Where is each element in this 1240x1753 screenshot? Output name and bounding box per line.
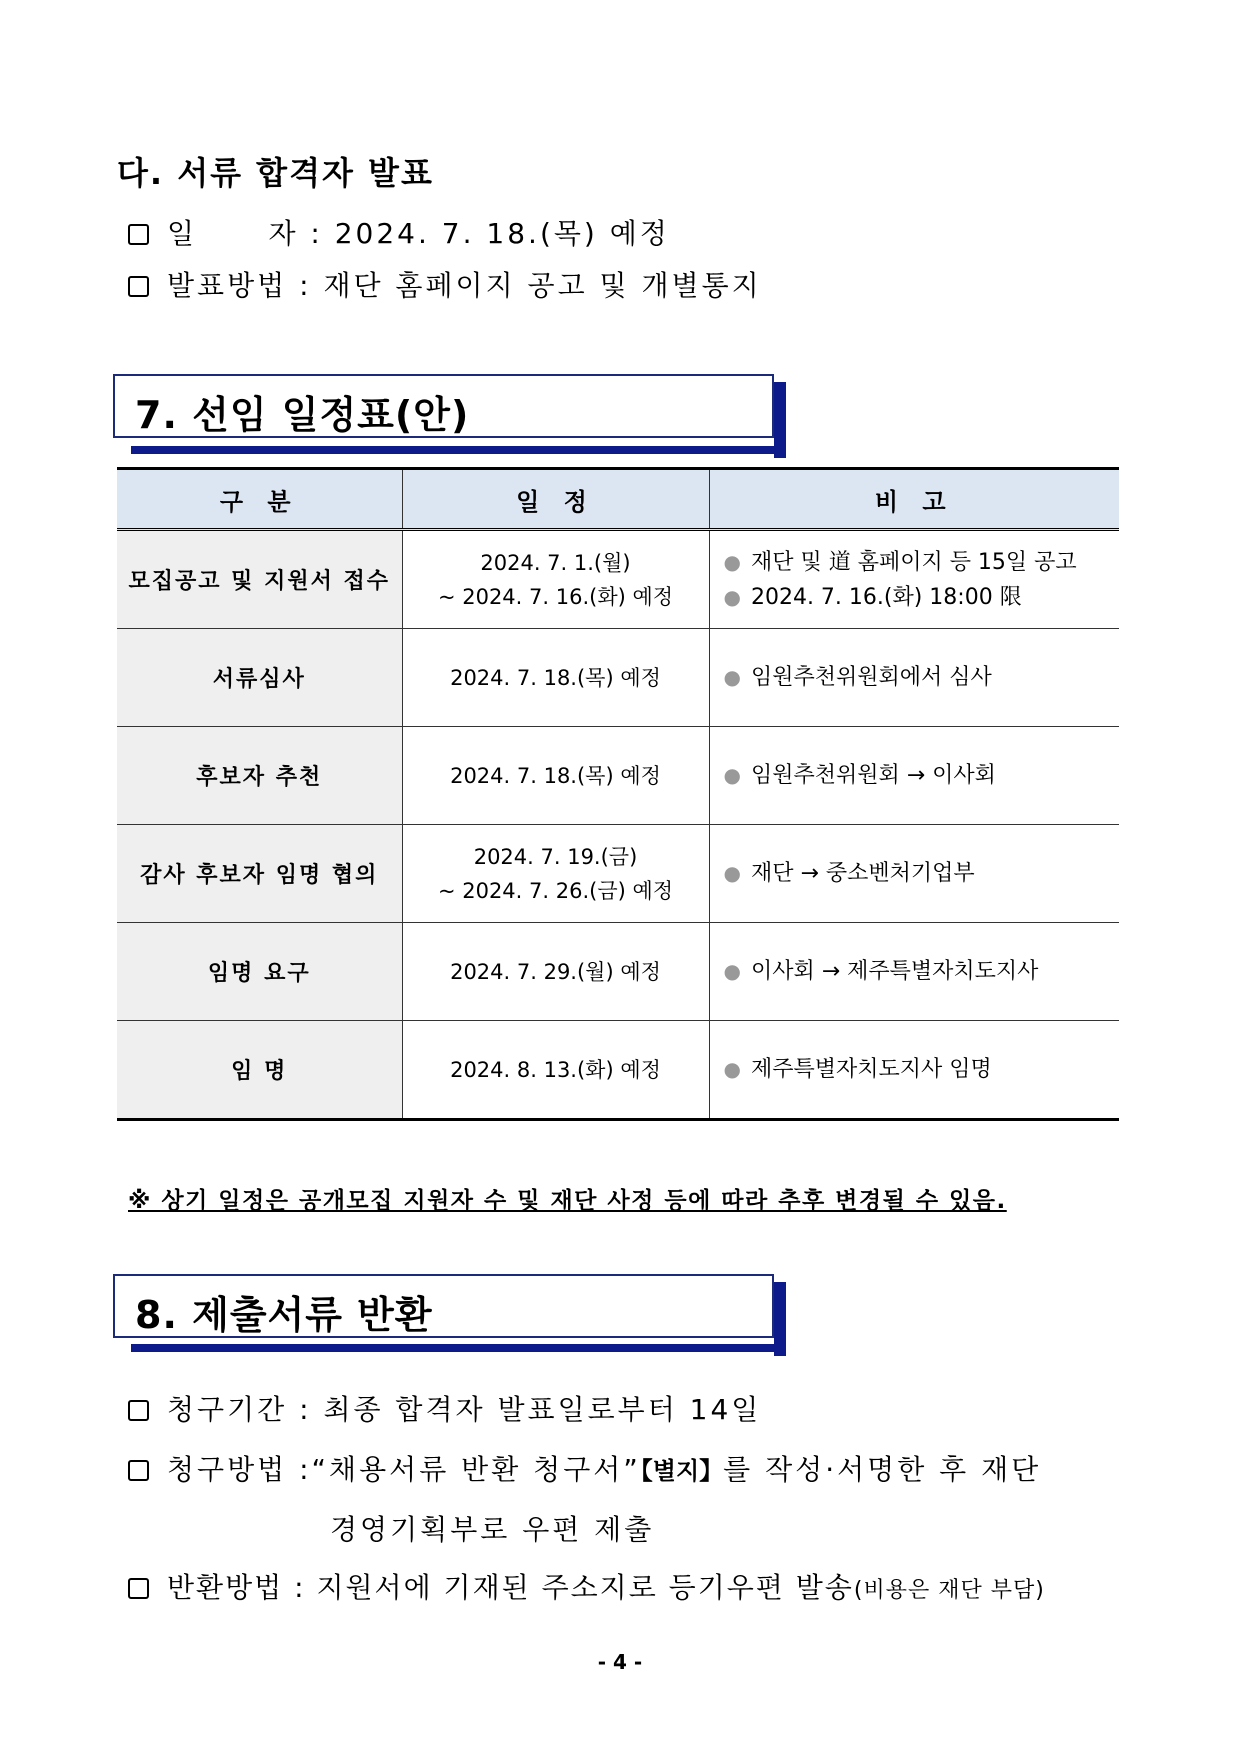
claim-method-rest: 를 작성·서명한 후 재단 [723,1453,1042,1486]
row-notes [709,727,1119,825]
date-line: 2024. 8. 13.(화) 예정 [450,1057,661,1082]
row-notes [709,629,1119,727]
note-text: 이사회 → 제주특별자치도지사 [750,959,1039,984]
date-line: ~ 2024. 7. 16.(화) 예정 [437,584,674,609]
section7-title: 7. 선임 일정표(안) [135,393,470,437]
checkbox-icon [128,1578,149,1599]
row-dates [402,727,709,825]
table-row [117,1021,1119,1120]
note-line [724,660,1120,695]
date-line: 2024. 7. 19.(금) [473,844,638,869]
checkbox-icon [128,276,149,297]
return-method-line: 반환방법 : 지원서에 기재된 주소지로 등기우편 발송(비용은 재단 부담) [128,1568,1045,1611]
table-row [117,825,1119,923]
header-schedule: 일 정 [402,469,709,530]
checkbox-icon [128,224,149,245]
row-dates [402,825,709,923]
section8-heading-box [113,1274,774,1338]
note-text: 임원추천위원회에서 심사 [750,665,992,690]
row-category: 임 명 [117,1021,402,1120]
table-header-row [117,469,1119,530]
date-line: 2024. 7. 18.(목) 예정 [450,665,661,690]
schedule-notice: ※ 상기 일정은 공개모집 지원자 수 및 재단 사정 등에 따라 추후 변경될 수 있음. [128,1188,1007,1214]
row-dates [402,1021,709,1120]
bullet-icon: ● [723,1057,741,1081]
bullet-icon: ● [723,959,741,983]
table-row [117,629,1119,727]
bullet-icon: ● [723,665,741,689]
date-line: ~ 2024. 7. 26.(금) 예정 [437,878,674,903]
return-method-label: 반환방법 [167,1571,284,1604]
row-category: 임명 요구 [117,923,402,1021]
announce-method-line: 발표방법 : 재단 홈페이지 공고 및 개별통지 [128,266,762,306]
note-line [724,758,1120,793]
date-line: 2024. 7. 18.(목) 예정 [450,763,661,788]
claim-period-label: 청구기간 [167,1393,288,1426]
note-text: 임원추천위원회 → 이사회 [750,763,996,788]
row-category: 후보자 추천 [117,727,402,825]
row-notes [709,923,1119,1021]
note-text: 제주특별자치도지사 임명 [750,1057,992,1082]
row-dates [402,530,709,629]
section-heading-shadow [131,1344,786,1352]
claim-method-continuation: 경영기획부로 우편 제출 [330,1513,655,1546]
table-row [117,530,1119,629]
claim-method-form: “채용서류 반환 청구서” [311,1453,641,1486]
return-cost-note: (비용은 재단 부담) [853,1578,1045,1603]
header-category: 구 분 [117,469,402,530]
bullet-icon: ● [723,549,741,574]
row-notes [709,825,1119,923]
row-notes [709,1021,1119,1120]
claim-period-line: 청구기간 : 최종 합격자 발표일로부터 14일 [128,1390,761,1430]
note-line [724,856,1120,891]
note-line [724,954,1120,989]
table-row [117,727,1119,825]
bullet-icon: ● [723,861,741,885]
return-method-value: 지원서에 기재된 주소지로 등기우편 발송 [316,1571,854,1604]
announce-date-value: 2024. 7. 18.(목) 예정 [334,217,670,250]
section7-heading-box [113,374,774,438]
subsection-heading: 다. 서류 합격자 발표 [117,154,434,192]
schedule-table [117,467,1119,1121]
attachment-bracket: 【별지】 [640,1457,724,1485]
claim-period-value: 최종 합격자 발표일로부터 14일 [323,1393,762,1426]
date-line: 2024. 7. 1.(월) [480,550,631,575]
section-heading-shadow [131,446,786,454]
page-number: - 4 - [597,1650,643,1674]
announce-date-label: 일 자 [167,217,299,250]
bullet-icon: ● [723,584,741,609]
table-row [117,923,1119,1021]
announce-method-label: 발표방법 [167,269,288,302]
note-text: 재단 → 중소벤처기업부 [750,861,975,886]
note-line [724,545,1120,580]
checkbox-icon [128,1400,149,1421]
row-dates [402,923,709,1021]
note-text: 2024. 7. 16.(화) 18:00 限 [750,584,1022,610]
claim-method-line: 청구방법 :“채용서류 반환 청구서”【별지】를 작성·서명한 후 재단 [128,1450,1041,1491]
bullet-icon: ● [723,763,741,787]
note-line [724,1052,1120,1087]
date-line: 2024. 7. 29.(월) 예정 [450,959,661,984]
row-category: 모집공고 및 지원서 접수 [117,530,402,629]
row-category: 서류심사 [117,629,402,727]
announce-date-line: 일 자 : 2024. 7. 18.(목) 예정 [128,214,670,254]
announce-method-value: 재단 홈페이지 공고 및 개별통지 [323,269,762,302]
section8-title: 8. 제출서류 반환 [135,1293,433,1337]
note-text: 재단 및 道 홈페이지 등 15일 공고 [750,549,1077,575]
row-category: 감사 후보자 임명 협의 [117,825,402,923]
checkbox-icon [128,1460,149,1481]
row-notes [709,530,1119,629]
header-remarks: 비 고 [709,469,1119,530]
note-line [724,580,1120,615]
row-dates [402,629,709,727]
claim-method-label: 청구방법 [167,1453,288,1486]
